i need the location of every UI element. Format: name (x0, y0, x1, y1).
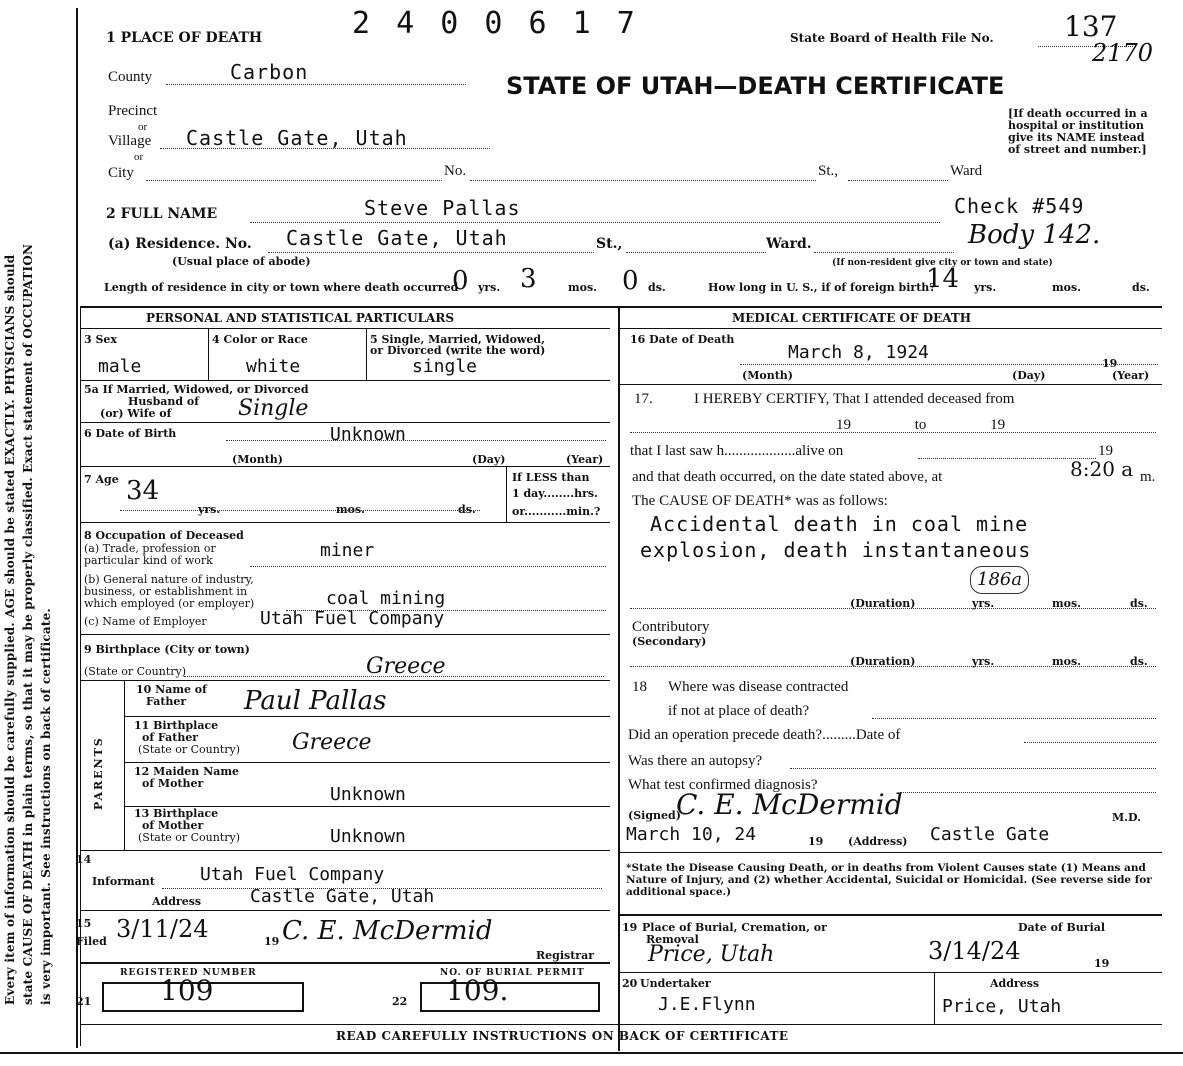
employer-label: (c) Name of Employer (84, 615, 207, 628)
check-number: Check #549 (954, 194, 1085, 218)
age-yrs-label: yrs. (198, 503, 221, 516)
marital-label-2: or Divorced (write the word) (370, 344, 546, 357)
precinct-label: Precinct (108, 103, 158, 119)
length-mos-value: 3 (520, 264, 537, 294)
cause-footnote: *State the Disease Causing Death, or in deaths from Violent Causes state (1) Means and Nature of Injury, and (2) whether Accidental, Suicidal or Homicidal. (See reverse side for additional space.) (626, 862, 1152, 898)
length-mos-label: mos. (568, 281, 597, 294)
sex-value: male (98, 356, 142, 377)
duration-ds-2: ds. (1130, 655, 1148, 668)
burial-19: 19 (1094, 957, 1110, 970)
residence-label: (a) Residence. No. (108, 236, 252, 252)
certificate-number: 2 4 0 0 6 1 7 (352, 6, 639, 41)
registrar-label: Registrar (536, 949, 595, 962)
dob-label: 6 Date of Birth (84, 427, 177, 440)
father-label-2: Father (146, 695, 187, 708)
footer-instructions: READ CAREFULLY INSTRUCTIONS ON BACK OF CERTIFICATE (336, 1029, 789, 1043)
st-label: St., (818, 163, 839, 179)
grid-top-line (80, 306, 1162, 308)
informant-address-label: Address (152, 895, 202, 908)
undertaker-address-value: Price, Utah (942, 996, 1062, 1017)
occupation-b-1: (b) General nature of industry, (84, 573, 254, 586)
place-of-death-label: 1 PLACE OF DEATH (106, 30, 263, 46)
employer-value: Utah Fuel Company (260, 608, 445, 629)
contracted-number: 18 (632, 679, 647, 695)
father-value: Paul Pallas (244, 686, 387, 716)
occupation-a-1: (a) Trade, profession or (84, 542, 216, 555)
us-label: How long in U. S., if of foreign birth? (708, 281, 936, 294)
informant-address-value: Castle Gate, Utah (250, 886, 435, 907)
length-yrs-label: yrs. (478, 281, 501, 294)
less-than-1: If LESS than (512, 471, 590, 484)
industry-value: coal mining (326, 588, 446, 609)
contracted-line-2: if not at place of death? (668, 703, 810, 719)
birthplace-label: 9 Birthplace (City or town) (84, 643, 250, 656)
file-no-value: 137 (1064, 10, 1118, 43)
sex-label: 3 Sex (84, 333, 117, 346)
filed-label: Filed (76, 935, 107, 948)
mother-label-2: of Mother (142, 777, 204, 790)
full-name-value: Steve Pallas (364, 196, 521, 220)
time-m: m. (1140, 469, 1156, 485)
undertaker-label: Undertaker (640, 977, 711, 990)
informant-number: 14 (76, 853, 92, 866)
mother-label-1: 12 Maiden Name (134, 765, 239, 778)
duration-yrs-2: yrs. (972, 655, 995, 668)
duration-ds-1: ds. (1130, 597, 1148, 610)
informant-label: Informant (92, 875, 155, 888)
burial-date-label: Date of Burial (1018, 921, 1106, 934)
registered-number-value: 109 (160, 974, 214, 1007)
birthplace-value: Greece (366, 654, 446, 679)
mother-bp-3: (State or Country) (138, 831, 241, 844)
date-day-label: (Day) (1012, 369, 1046, 382)
less-than-3: or...........min.? (512, 505, 601, 518)
us-mos-label: mos. (1052, 281, 1081, 294)
personal-section-title: PERSONAL AND STATISTICAL PARTICULARS (146, 311, 455, 325)
age-ds-label: ds. (458, 503, 476, 516)
father-bp-2: of Father (142, 731, 199, 744)
residence-st-label: St., (596, 236, 623, 252)
file-no-label: State Board of Health File No. (790, 31, 994, 45)
dob-month: (Month) (232, 453, 283, 466)
spouse-label-3: (or) Wife of (100, 407, 172, 420)
occupation-b-3: which employed (or employer) (84, 597, 255, 610)
age-mos-label: mos. (336, 503, 365, 516)
color-label: 4 Color or Race (212, 333, 308, 346)
address-label: (Address) (848, 835, 908, 848)
marital-value: single (412, 356, 478, 377)
length-ds-label: ds. (648, 281, 666, 294)
residence-ward-label: Ward. (766, 236, 812, 252)
burial-permit-value: 109. (446, 974, 509, 1007)
duration-mos-2: mos. (1052, 655, 1081, 668)
marital-label-1: 5 Single, Married, Widowed, (370, 333, 545, 346)
full-name-label: 2 FULL NAME (106, 206, 218, 222)
side-instruction-2: state CAUSE OF DEATH in plain terms, so that it may be properly classified. Exact statement of OCCUPATION (21, 243, 35, 1005)
side-instruction-3: is very important. See instructions on back of certificate. (39, 608, 53, 1005)
parents-label: PARENTS (92, 736, 105, 810)
physician-signature: C. E. McDermid (676, 788, 903, 821)
spouse-label-1: 5a If Married, Widowed, or Divorced (84, 383, 309, 396)
contracted-line-1: Where was disease contracted (668, 679, 849, 695)
or-2: or (134, 151, 144, 163)
occupation-label: 8 Occupation of Deceased (84, 529, 244, 542)
length-residence-label: Length of residence in city or town where death occurred (104, 281, 459, 294)
certify-line2: 19 to 19 (836, 417, 1006, 433)
cause-code: 186a (970, 566, 1029, 594)
last-saw: that I last saw h...................alive on (630, 443, 844, 459)
dob-value: Unknown (330, 424, 406, 445)
occupation-a-2: particular kind of work (84, 554, 213, 567)
mother-value: Unknown (330, 784, 406, 805)
father-bp-value: Greece (292, 730, 372, 755)
body-number: Body 142. (968, 220, 1101, 250)
test-question: What test confirmed diagnosis? (628, 777, 818, 793)
side-instruction-1: Every item of information should be carefully supplied. AGE should be stated EXACTLY. PHYSICIANS should (3, 254, 17, 1005)
age-label: 7 Age (84, 473, 119, 486)
date-of-death-value: March 8, 1924 (788, 342, 929, 363)
residence-value: Castle Gate, Utah (286, 226, 508, 250)
signed-label: (Signed) (628, 809, 681, 822)
mother-bp-1: 13 Birthplace (134, 807, 219, 820)
city-label: City (108, 165, 134, 181)
filed-number: 15 (76, 917, 92, 930)
informant-value: Utah Fuel Company (200, 864, 385, 885)
occupation-b-2: business, or establishment in (84, 585, 248, 598)
color-value: white (246, 356, 301, 377)
mother-bp-2: of Mother (142, 819, 204, 832)
father-bp-1: 11 Birthplace (134, 719, 219, 732)
village-label: Village (108, 133, 152, 149)
burial-number: 19 (622, 921, 638, 934)
last-saw-19: 19 (1098, 443, 1113, 459)
us-yrs-label: yrs. (974, 281, 997, 294)
filed-value: 3/11/24 (116, 915, 209, 943)
burial-label-1: Place of Burial, Cremation, or (642, 921, 827, 934)
duration-yrs-1: yrs. (972, 597, 995, 610)
village-value: Castle Gate, Utah (186, 126, 408, 150)
date-19: 19 (1102, 357, 1118, 370)
cause-line-2: explosion, death instantaneous (640, 538, 1032, 562)
undertaker-value: J.E.Flynn (658, 994, 756, 1015)
spouse-label-2: Husband of (128, 395, 199, 408)
duration-mos-1: mos. (1052, 597, 1081, 610)
date-month-label: (Month) (742, 369, 793, 382)
no-label: No. (444, 163, 467, 179)
less-than-2: 1 day........hrs. (512, 487, 598, 500)
operation-question: Did an operation precede death?.........Date of (628, 727, 901, 743)
date-of-death-label: 16 Date of Death (630, 333, 735, 346)
certify-text: I HEREBY CERTIFY, That I attended deceased from (694, 391, 1015, 407)
county-label: County (108, 69, 153, 85)
duration-label-1: (Duration) (850, 597, 916, 610)
contributory-label: Contributory (632, 619, 710, 635)
burial-label-2: Removal (646, 933, 699, 946)
birthplace-state-label: (State or Country) (84, 665, 187, 678)
age-value: 34 (126, 476, 160, 506)
father-bp-3: (State or Country) (138, 743, 241, 756)
filed-19: 19 (264, 935, 280, 948)
ward-label: Ward (950, 163, 983, 179)
physician-address: Castle Gate (930, 824, 1050, 845)
certificate-title: STATE OF UTAH—DEATH CERTIFICATE (506, 72, 1005, 100)
death-occurred: and that death occurred, on the date stated above, at (632, 469, 943, 485)
us-ds-label: ds. (1132, 281, 1150, 294)
secondary-label: (Secondary) (632, 635, 707, 648)
cause-label: The CAUSE OF DEATH* was as follows: (632, 493, 888, 509)
date-year-label: (Year) (1112, 369, 1150, 382)
burial-place-value: Price, Utah (648, 942, 775, 967)
dob-year: (Year) (566, 453, 604, 466)
undertaker-number: 20 (622, 977, 638, 990)
burial-permit-label: NO. OF BURIAL PERMIT (440, 968, 585, 978)
signature-19: 19 (808, 835, 824, 848)
left-border (76, 8, 78, 1048)
signature-date: March 10, 24 (626, 824, 757, 845)
father-label-1: 10 Name of (136, 683, 207, 696)
length-ds-value: 0 (622, 266, 639, 296)
md-label: M.D. (1112, 811, 1141, 824)
dob-day: (Day) (472, 453, 506, 466)
file-no-handwritten: 2170 (1092, 39, 1154, 67)
registrar-signature: C. E. McDermid (282, 916, 493, 946)
bottom-border (0, 1052, 1183, 1054)
us-yrs-value: 14 (926, 264, 960, 294)
burial-date-value: 3/14/24 (928, 937, 1021, 965)
cause-line-1: Accidental death in coal mine (650, 512, 1029, 536)
medical-section-title: MEDICAL CERTIFICATE OF DEATH (732, 311, 972, 325)
or-1: or (138, 121, 148, 133)
mother-bp-value: Unknown (330, 826, 406, 847)
hospital-note: [If death occurred in a hospital or institution give its NAME instead of street and number.] (1008, 107, 1148, 156)
length-yrs-value: 0 (452, 266, 469, 296)
registered-number-label: REGISTERED NUMBER (120, 968, 257, 978)
nonresident-note: (If non-resident give city or town and state) (832, 258, 1053, 268)
duration-label-2: (Duration) (850, 655, 916, 668)
time-of-death: 8:20 a (1070, 457, 1134, 481)
spouse-value: Single (238, 396, 309, 421)
county-value: Carbon (230, 60, 309, 84)
burial-field-num: 22 (392, 995, 408, 1008)
center-divider (618, 306, 620, 1051)
autopsy-question: Was there an autopsy? (628, 753, 763, 769)
occupation-value: miner (320, 540, 375, 561)
registered-field-num: 21 (76, 995, 92, 1008)
undertaker-address-label: Address (990, 977, 1040, 990)
certify-number: 17. (634, 391, 653, 407)
usual-place-label: (Usual place of abode) (172, 255, 311, 268)
